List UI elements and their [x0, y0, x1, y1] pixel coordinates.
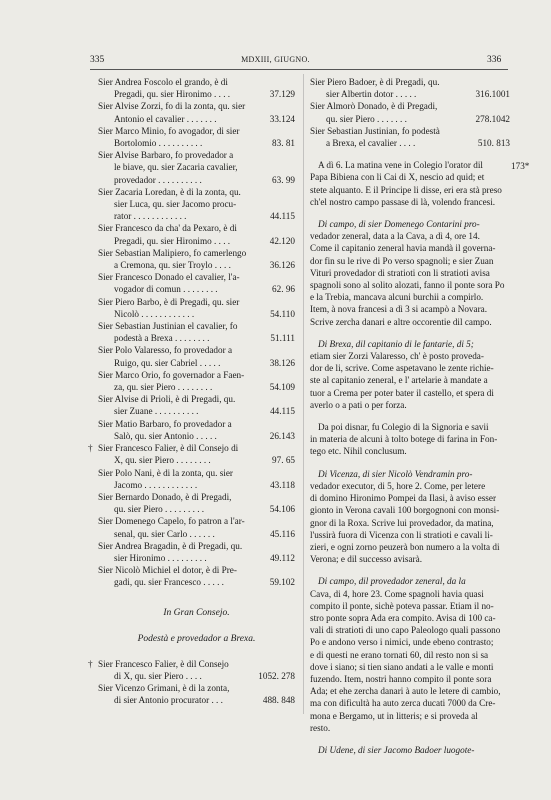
- entry-line: [98, 454, 295, 466]
- vote-count: 37.129: [269, 89, 295, 100]
- entry-line: [98, 682, 295, 694]
- vote-entry: [98, 369, 295, 393]
- vote-entry: [98, 296, 295, 320]
- entry-text: sier Zuane . . . . . . . . . .: [114, 406, 199, 417]
- vote-count: 49.112: [270, 552, 295, 563]
- entry-text: le biave, qu. sier Zacaria cavalier,: [114, 162, 238, 173]
- entry-line: [98, 442, 295, 454]
- entry-text: Sier Marco Orio, fo governador a Faen-: [98, 369, 245, 380]
- entry-text: Sier Alvise Zorzi, fo di la zonta, qu. sier: [98, 101, 246, 112]
- paragraph-line: A dì 6. La matina vene in Colegio l'orator dil: [318, 160, 483, 171]
- vote-entry: [98, 271, 295, 295]
- entry-text: rator . . . . . . . . . . . .: [114, 211, 187, 222]
- vote-entry: [98, 540, 295, 564]
- entry-line: [98, 694, 295, 706]
- entry-line: [98, 658, 295, 670]
- vote-count: 1052. 278: [258, 670, 295, 681]
- left-vote-list: [88, 76, 295, 589]
- right-column: [310, 76, 510, 756]
- vote-entry: [88, 658, 295, 682]
- entry-text: Sier Marco Minio, fo avogador, di sier: [98, 125, 240, 136]
- entry-line: [98, 222, 295, 234]
- chronicle-paragraph: [310, 218, 510, 328]
- vote-entry: [98, 418, 295, 442]
- entry-text: Sier Piero Badoer, è di Pregadi, qu.: [310, 77, 440, 87]
- entry-text: Sier Domenego Capelo, fo patron a l'ar-: [98, 516, 245, 527]
- entry-text: Sier Piero Barbo, è di Pregadi, qu. sier: [98, 296, 240, 307]
- vote-entry: [98, 467, 295, 491]
- paragraph-line: resto.: [310, 722, 331, 733]
- vote-entry: [88, 442, 295, 466]
- vote-count: 488. 848: [262, 695, 295, 706]
- entry-line: [98, 174, 295, 186]
- vote-entry: [98, 515, 295, 539]
- chronicle-paragraph: [310, 744, 510, 756]
- entry-text: qu. sier Piero . . . . . . .: [326, 113, 407, 124]
- entry-line: [310, 76, 510, 88]
- entry-text: Sier Francesco da cha' da Pexaro, è di: [98, 223, 237, 234]
- paragraph-line: Verona; e dil successo avisarà.: [310, 554, 422, 565]
- paragraph-line: Da poi disnar, fu Colegio di la Signoria e savii: [318, 422, 489, 433]
- paragraph-line: spagnoli sono al solito alozati, fanno il ponte sora Po: [310, 280, 505, 291]
- entry-line: [98, 308, 295, 320]
- entry-text: a Brexa, el cavalier . . . .: [326, 138, 416, 149]
- vote-count: 43.118: [270, 479, 295, 490]
- chronicle-paragraph: [310, 338, 510, 411]
- entry-text: di sier Antonio procurator . . .: [114, 695, 223, 706]
- paragraph-line: Come il capitanio zeneral havia mandà il governa-: [310, 243, 496, 254]
- paragraph-line: Scrive zercha danari e altre occorentie dil campo.: [310, 316, 492, 327]
- header-rule: [90, 69, 508, 70]
- vote-count: 42.120: [269, 235, 295, 246]
- paragraph-line: ma con dificultà ha auto zerca ducati 7000 da Cre-: [310, 698, 496, 709]
- entry-line: [98, 259, 295, 271]
- vote-entry: [98, 320, 295, 344]
- paragraph-line: stro ponte sopra Ada era compito. Avisa di 100 ca-: [310, 612, 496, 623]
- entry-line: [98, 357, 295, 369]
- vote-entry: [98, 682, 295, 706]
- entry-line: [98, 271, 295, 283]
- paragraph-line: zieri, e ogni zorno peuzerà bon numero a la volta di: [310, 541, 500, 552]
- entry-line: [310, 125, 510, 137]
- entry-text: Sier Nicolò Michiel el dotor, è di Pre-: [98, 565, 237, 576]
- entry-text: Salò, qu. sier Antonio . . . . .: [114, 430, 217, 441]
- paragraph-line: Di Vicenza, di sier Nicolò Vendramin pro-: [318, 468, 473, 479]
- entry-text: Bortolomio . . . . . . . . . .: [114, 138, 203, 149]
- entry-text: podestà a Brexa . . . . . . . .: [114, 333, 210, 344]
- entry-text: Sier Andrea Bragadin, è di Pregadi, qu.: [98, 540, 243, 551]
- entry-text: Sier Sebastian Justinian el cavalier, fo: [98, 321, 238, 332]
- entry-text: sier Albertin dotor . . . . .: [326, 89, 417, 100]
- right-vote-list: [310, 76, 510, 149]
- vote-entry: [98, 100, 295, 124]
- vote-count: 510. 813: [477, 138, 510, 149]
- entry-line: [98, 670, 295, 682]
- entry-line: [98, 381, 295, 393]
- entry-text: di X, qu. sier Piero . . . .: [114, 670, 202, 681]
- entry-line: [98, 113, 295, 125]
- entry-line: [98, 552, 295, 564]
- paragraph-line: ste al capitanio zeneral, e l' artelarie à mandate a: [310, 375, 488, 386]
- paragraph-line: Cava, di 4, hore 23. Come spagnoli havia quasi: [310, 588, 484, 599]
- paragraph-line: averlo o a pati o per forza.: [310, 399, 407, 410]
- entry-text: X, qu. sier Piero . . . . . . . .: [114, 455, 211, 466]
- entry-line: [98, 576, 295, 588]
- paragraph-line: stete alquanto. E il Principe li disse, eri era stà preso: [310, 184, 502, 195]
- paragraph-line: vedador executor, di 5, hore 2. Come, per letere: [310, 480, 486, 491]
- paragraph-line: compito il ponte, sichè poteva passar. Etiam il no-: [310, 600, 494, 611]
- entry-line: [98, 344, 295, 356]
- vote-entry: [98, 247, 295, 271]
- paragraph-line: dor fin su le rive di Po verso spagnoli; e sier Zuan: [310, 255, 494, 266]
- entry-line: [98, 320, 295, 332]
- vote-count: 26.143: [269, 430, 295, 441]
- entry-text: Sier Francesco Falier, è dil Consejo di: [98, 443, 239, 454]
- vote-count: 51.111: [270, 333, 295, 344]
- vote-entry: [98, 393, 295, 417]
- entry-text: za, qu. sier Piero . . . . . . . .: [114, 382, 213, 393]
- entry-text: vogador di comun . . . . . . . .: [114, 284, 218, 295]
- vote-entry: [310, 100, 510, 124]
- paragraph-line: di domino Hironimo Pompei da Ilasi, à aviso esser: [310, 493, 497, 504]
- column-divider: [303, 74, 304, 714]
- entry-line: [98, 76, 295, 88]
- entry-line: [98, 369, 295, 381]
- paragraph-line: fuzendo. Item, nostri hanno compito il ponte sora: [310, 673, 492, 684]
- entry-text: Ruigo, qu. sier Cabriel . . . . .: [114, 357, 221, 368]
- entry-line: [310, 100, 510, 112]
- entry-line: [98, 405, 295, 417]
- paragraph-line: dor de li, scrive. Come aspetavano le zente richie-: [310, 363, 494, 374]
- right-page-number: 336: [487, 55, 502, 65]
- entry-line: [98, 528, 295, 540]
- entry-text: Sier Francesco Donado el cavalier, l'a-: [98, 272, 240, 283]
- paragraph-line: e la Trebia, mancava alcuni burchii a compirlo.: [310, 292, 484, 303]
- left-page-number: 335: [90, 55, 105, 65]
- paragraph-line: Di campo, di sier Domenego Contarini pro-: [318, 219, 480, 230]
- chronicle-text: [310, 159, 510, 756]
- entry-text: Sier Vicenzo Grimani, è di la zonta,: [98, 682, 230, 693]
- vote-count: 45.116: [270, 528, 295, 539]
- entry-text: Sier Almorò Donado, è di Pregadi,: [310, 101, 438, 112]
- entry-line: [98, 296, 295, 308]
- section-heading-podesta: Podestà e provedador a Brexa.: [137, 633, 256, 644]
- entry-text: Sier Alvise Barbaro, fo provedador a: [98, 150, 234, 161]
- vote-entry: [98, 76, 295, 100]
- entry-line: [98, 332, 295, 344]
- entry-text: Sier Andrea Foscolo el grando, è di: [98, 77, 228, 87]
- entry-line: [98, 479, 295, 491]
- entry-text: Pregadi, qu. sier Hironimo . . . .: [114, 89, 231, 100]
- vote-entry: [98, 186, 295, 223]
- left-column: [88, 76, 295, 706]
- vote-count: 38.126: [269, 357, 295, 368]
- chronicle-paragraph: [310, 468, 510, 566]
- vote-count: 316.1001: [475, 89, 510, 100]
- vote-entry: [98, 344, 295, 368]
- paragraph-line: Vituri provedador di stratioti con li stratioti avisa: [310, 267, 490, 278]
- entry-text: Sier Francesco Falier, è dil Consejo: [98, 658, 229, 669]
- entry-text: sier Luca, qu. sier Jacomo procu-: [114, 199, 237, 210]
- entry-text: Sier Sebastian Justinian, fo podestà: [310, 125, 440, 136]
- elected-dagger-mark: †: [88, 658, 93, 669]
- entry-line: [310, 113, 510, 125]
- vote-count: 63. 99: [272, 174, 295, 185]
- vote-count: 54.106: [269, 504, 295, 515]
- vote-count: 83. 81: [272, 138, 295, 149]
- paragraph-line: Di Udene, di sier Jacomo Badoer luogote-: [318, 744, 475, 755]
- entry-line: [98, 137, 295, 149]
- section-heading-gran-consejo: In Gran Consejo.: [163, 607, 230, 618]
- entry-text: Jacomo . . . . . . . . . . . .: [114, 479, 198, 490]
- paragraph-line: vedador zeneral, data a la Cava, a dì 4, ore 14.: [310, 231, 480, 242]
- chronicle-paragraph: [310, 575, 510, 734]
- paragraph-line: Po e andono verso i nimici, unde ebeno contrasto;: [310, 637, 494, 648]
- entry-text: Sier Alvise di Prioli, è di Pregadi, qu.: [98, 394, 236, 405]
- entry-text: Antonio el cavalier . . . . . . .: [114, 113, 217, 124]
- chronicle-paragraph: [310, 421, 510, 458]
- entry-line: [98, 515, 295, 527]
- paragraph-line: l'ussirà fuora di Vicenza con li stratioti e cavali li-: [310, 529, 493, 540]
- entry-line: [310, 88, 510, 100]
- entry-text: Sier Matio Barbaro, fo provedador a: [98, 418, 232, 429]
- entry-line: [98, 100, 295, 112]
- paragraph-line: tego etc. Nihil conclusum.: [310, 446, 407, 457]
- paragraph-line: gionto in Verona cavali 100 borgognoni con monsi-: [310, 505, 500, 516]
- running-header: MDXIII, GIUGNO.: [241, 55, 310, 64]
- entry-text: provedador . . . . . . . . . .: [114, 174, 202, 185]
- entry-line: [98, 125, 295, 137]
- paragraph-line: Item, à nova francesi a dì 3 si acampò a Novara.: [310, 304, 488, 315]
- paragraph-line: gnor di la Roxa. Scrive lui provedador, da matina,: [310, 517, 494, 528]
- elected-dagger-mark: †: [88, 443, 93, 454]
- vote-entry: [98, 125, 295, 149]
- paragraph-line: e di questi ne erano tornati 60, dil resto non si sa: [310, 649, 489, 660]
- entry-text: Sier Polo Valaresso, fo provedador a: [98, 345, 233, 356]
- vote-count: 44.115: [270, 211, 295, 222]
- vote-entry: [310, 125, 510, 149]
- entry-line: [98, 564, 295, 576]
- vote-count: 97. 65: [272, 455, 295, 466]
- entry-line: [98, 210, 295, 222]
- entry-text: a Cremona, qu. sier Troylo . . . .: [114, 260, 231, 271]
- entry-line: [98, 88, 295, 100]
- entry-text: gadi, qu. sier Francesco . . . . .: [114, 577, 224, 588]
- vote-count: 44.115: [270, 406, 295, 417]
- paragraph-line: ch'el nostro campo passase di là, volendo francesi.: [310, 196, 496, 207]
- entry-text: senal, qu. sier Carlo . . . . . .: [114, 528, 215, 539]
- entry-line: [98, 503, 295, 515]
- paragraph-line: tuor a Crema per poter bater il castello, et spera di: [310, 387, 494, 398]
- entry-line: [98, 186, 295, 198]
- paragraph-line: etiam sier Zorzi Valaresso, ch' è posto proveda-: [310, 351, 484, 362]
- paragraph-line: in materia de alcuni à tolto botege di farina in Fon-: [310, 434, 498, 445]
- entry-line: [98, 198, 295, 210]
- entry-line: [98, 247, 295, 259]
- paragraph-line: Papa Bibiena con li Cai di X, nescio ad quid; et: [310, 172, 485, 183]
- entry-text: Sier Bernardo Donado, è di Pregadi,: [98, 491, 232, 502]
- vote-entry: [98, 491, 295, 515]
- chronicle-paragraph: [310, 159, 510, 208]
- paragraph-line: Di Brexa, dil capitanio di le fantarie, di 5;: [318, 338, 474, 349]
- entry-text: Sier Zacaria Loredan, è di la zonta, qu.: [98, 186, 241, 197]
- vote-count: 33.124: [269, 113, 295, 124]
- entry-line: [98, 491, 295, 503]
- entry-line: [98, 161, 295, 173]
- entry-line: [98, 393, 295, 405]
- entry-text: Nicolò . . . . . . . . . . . .: [114, 308, 195, 319]
- entry-text: Pregadi, qu. sier Hironimo . . . .: [114, 235, 231, 246]
- entry-line: [98, 235, 295, 247]
- entry-line: [98, 418, 295, 430]
- entry-line: [98, 467, 295, 479]
- vote-entry: [98, 222, 295, 246]
- left-vote-list-2: [88, 658, 295, 707]
- vote-count: 36.126: [269, 260, 295, 271]
- entry-line: [98, 283, 295, 295]
- vote-count: 59.102: [269, 577, 295, 588]
- entry-line: [98, 149, 295, 161]
- entry-line: [98, 540, 295, 552]
- paragraph-line: vali di stratioti di uno capo Paleologo quali passono: [310, 625, 501, 636]
- paragraph-line: mona e Bergamo, ut in litteris; e si proveda al: [310, 710, 478, 721]
- paragraph-line: dove i siano; si tien siano andati a le valle e monti: [310, 661, 494, 672]
- margin-folio-number: 173*: [511, 161, 530, 171]
- entry-text: Sier Sebastian Malipiero, fo camerlengo: [98, 247, 247, 258]
- vote-count: 62. 96: [272, 284, 295, 295]
- vote-entry: [98, 149, 295, 186]
- vote-count: 54.109: [269, 382, 295, 393]
- entry-text: Sier Polo Nani, è di la zonta, qu. sier: [98, 467, 233, 478]
- entry-text: qu. sier Piero . . . . . . . . .: [114, 504, 205, 515]
- vote-count: 54.110: [270, 308, 295, 319]
- entry-line: [310, 137, 510, 149]
- vote-entry: [310, 76, 510, 100]
- entry-text: sier Hironimo . . . . . . . . .: [114, 552, 207, 563]
- paragraph-line: Di campo, dil provedador zeneral, da la: [318, 576, 466, 587]
- paragraph-line: Ada; et ehe zercha danari à auto le letere di cambio,: [310, 686, 501, 697]
- entry-line: [98, 430, 295, 442]
- vote-entry: [98, 564, 295, 588]
- vote-count: 278.1042: [475, 113, 510, 124]
